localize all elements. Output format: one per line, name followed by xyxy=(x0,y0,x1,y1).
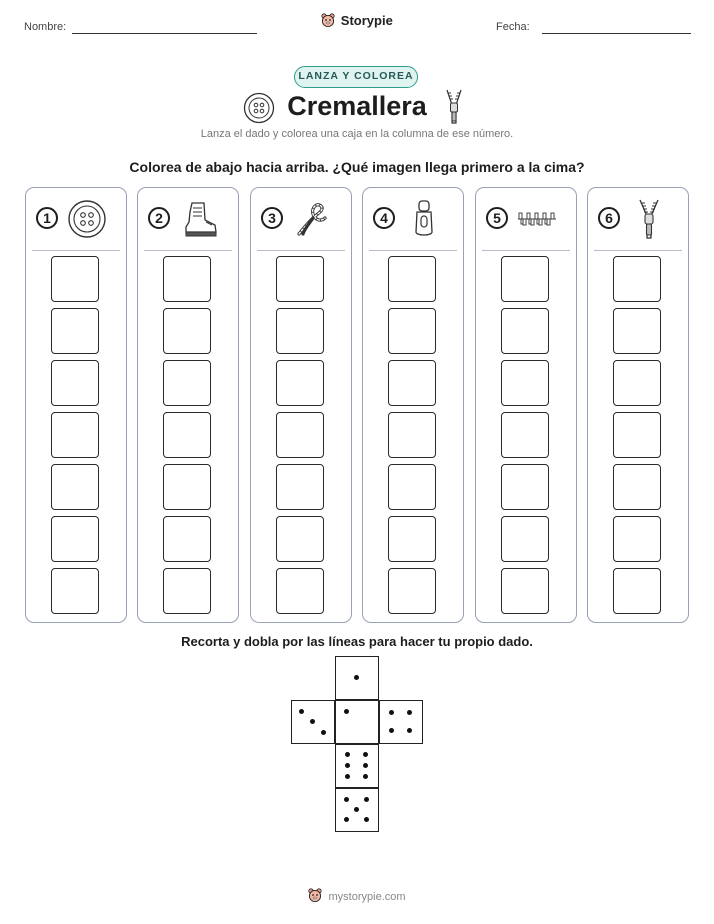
button-icon xyxy=(66,198,108,240)
column-number: 2 xyxy=(148,207,170,229)
color-box[interactable] xyxy=(163,568,211,614)
name-label: Nombre: xyxy=(24,21,67,33)
column-number: 3 xyxy=(261,207,283,229)
pip xyxy=(344,817,349,822)
dice-face-1 xyxy=(335,656,379,700)
pip xyxy=(363,774,368,779)
color-box[interactable] xyxy=(163,464,211,510)
footer xyxy=(0,888,714,906)
pip xyxy=(389,710,394,715)
boot-icon xyxy=(178,198,220,240)
zipper-pull-icon xyxy=(403,198,445,240)
name-line[interactable] xyxy=(72,33,257,34)
color-box[interactable] xyxy=(276,464,324,510)
color-box[interactable] xyxy=(613,516,661,562)
zipper-icon xyxy=(628,198,670,240)
pip xyxy=(354,675,359,680)
color-box[interactable] xyxy=(163,256,211,302)
color-box[interactable] xyxy=(51,464,99,510)
color-box[interactable] xyxy=(51,568,99,614)
color-box[interactable] xyxy=(388,308,436,354)
dice-instruction: Recorta y dobla por las líneas para hacer tu propio dado. xyxy=(181,634,533,649)
color-box[interactable] xyxy=(388,568,436,614)
pip xyxy=(345,774,350,779)
pip xyxy=(321,730,326,735)
color-box[interactable] xyxy=(51,360,99,406)
color-box[interactable] xyxy=(276,360,324,406)
color-box[interactable] xyxy=(613,412,661,458)
pip xyxy=(407,728,412,733)
color-box[interactable] xyxy=(51,256,99,302)
dice-face-5 xyxy=(335,788,379,832)
color-box[interactable] xyxy=(613,308,661,354)
color-box[interactable] xyxy=(276,412,324,458)
pip xyxy=(389,728,394,733)
column-number: 6 xyxy=(598,207,620,229)
column-number: 1 xyxy=(36,207,58,229)
page-title: Cremallera xyxy=(287,91,427,121)
activity-badge: LANZA Y COLOREA xyxy=(294,66,418,88)
column-4 xyxy=(362,187,464,623)
storypie-bear-icon xyxy=(308,888,322,906)
color-box[interactable] xyxy=(388,412,436,458)
column-divider xyxy=(594,250,682,251)
color-box[interactable] xyxy=(388,516,436,562)
brand-logo xyxy=(0,13,714,31)
dice-net xyxy=(290,656,424,834)
column-2 xyxy=(137,187,239,623)
column-divider xyxy=(369,250,457,251)
column-divider xyxy=(257,250,345,251)
storypie-bear-icon xyxy=(321,13,335,31)
color-box[interactable] xyxy=(276,308,324,354)
pip xyxy=(364,797,369,802)
color-box[interactable] xyxy=(613,568,661,614)
color-box[interactable] xyxy=(163,516,211,562)
column-divider xyxy=(32,250,120,251)
column-3 xyxy=(250,187,352,623)
column-number: 4 xyxy=(373,207,395,229)
color-box[interactable] xyxy=(388,256,436,302)
color-box[interactable] xyxy=(51,516,99,562)
dice-face-4 xyxy=(379,700,423,744)
subtitle: Lanza el dado y colorea una caja en la columna de ese número. xyxy=(200,128,514,140)
color-box[interactable] xyxy=(163,308,211,354)
color-box[interactable] xyxy=(501,360,549,406)
column-1 xyxy=(25,187,127,623)
pip xyxy=(345,763,350,768)
date-label: Fecha: xyxy=(496,21,530,33)
color-box[interactable] xyxy=(388,360,436,406)
dice-face-3 xyxy=(291,700,335,744)
pip xyxy=(344,797,349,802)
instruction: Colorea de abajo hacia arriba. ¿Qué imagen llega primero a la cima? xyxy=(129,159,585,175)
color-box[interactable] xyxy=(276,256,324,302)
column-5 xyxy=(475,187,577,623)
pip xyxy=(364,817,369,822)
color-box[interactable] xyxy=(276,516,324,562)
color-box[interactable] xyxy=(501,568,549,614)
column-divider xyxy=(144,250,232,251)
footer-site: mystorypie.com xyxy=(328,891,406,903)
color-box[interactable] xyxy=(501,516,549,562)
dice-face-center-1 xyxy=(335,700,379,744)
color-box[interactable] xyxy=(613,360,661,406)
pip xyxy=(310,719,315,724)
color-box[interactable] xyxy=(501,464,549,510)
zipper-teeth-icon xyxy=(516,198,558,240)
pip xyxy=(363,752,368,757)
color-box[interactable] xyxy=(501,308,549,354)
dice-face-6 xyxy=(335,744,379,788)
column-number: 5 xyxy=(486,207,508,229)
color-box[interactable] xyxy=(163,360,211,406)
brand-name: Storypie xyxy=(340,13,393,28)
title-zipper-icon xyxy=(444,89,464,125)
pip xyxy=(354,807,359,812)
color-box[interactable] xyxy=(388,464,436,510)
pip xyxy=(407,710,412,715)
color-box[interactable] xyxy=(501,256,549,302)
color-box[interactable] xyxy=(276,568,324,614)
color-box[interactable] xyxy=(613,464,661,510)
color-box[interactable] xyxy=(51,412,99,458)
pip xyxy=(299,709,304,714)
pip xyxy=(344,709,349,714)
pip xyxy=(363,763,368,768)
color-box[interactable] xyxy=(163,412,211,458)
date-line[interactable] xyxy=(542,33,691,34)
rope-knot-icon xyxy=(291,198,333,240)
pip xyxy=(345,752,350,757)
color-box[interactable] xyxy=(51,308,99,354)
column-6 xyxy=(587,187,689,623)
color-box[interactable] xyxy=(613,256,661,302)
column-divider xyxy=(482,250,570,251)
color-box[interactable] xyxy=(501,412,549,458)
